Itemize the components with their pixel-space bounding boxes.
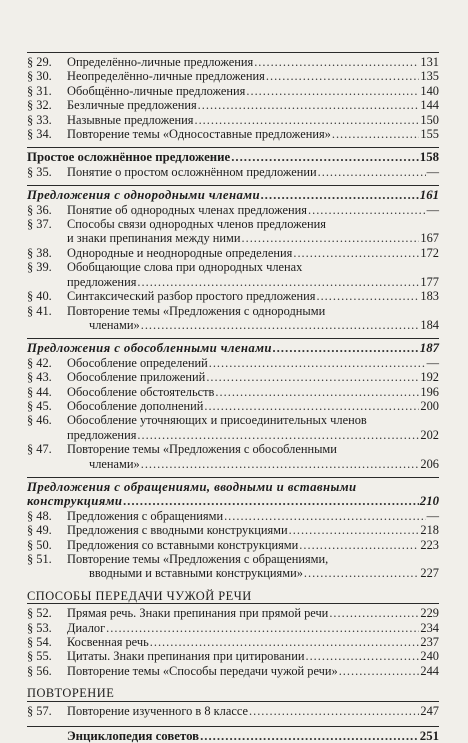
section-page: 251 xyxy=(419,729,439,743)
entry-title: Определённо-личные предложения xyxy=(67,55,254,69)
entry-title: Способы связи однородных членов предложения xyxy=(67,217,326,232)
entry-title: Повторение темы «Предложения с однородными xyxy=(67,303,326,318)
toc-entry xyxy=(27,704,439,718)
entry-page: 192 xyxy=(420,370,439,385)
entry-title: Повторение темы «Односоставные предложения» xyxy=(67,127,331,142)
entry-number: § 47. xyxy=(27,442,52,457)
entry-title: Назывные предложения xyxy=(67,112,194,127)
section-page: 210 xyxy=(419,494,439,509)
entry-title: Диалог xyxy=(67,620,106,635)
entry-title: Прямая речь. Знаки препинания при прямой речи xyxy=(67,606,329,621)
entry-page: 140 xyxy=(420,83,439,98)
entry-title: Косвенная речь xyxy=(67,635,149,650)
entry-title: Обособление дополнений xyxy=(67,398,204,413)
entry-title: Предложения с обращениями xyxy=(67,508,224,523)
entry-page: 196 xyxy=(420,384,439,399)
entry-page: — xyxy=(426,164,439,179)
part-heading: ПОВТОРЕНИЕ xyxy=(27,686,115,701)
entry-title-cont: членами» xyxy=(89,456,140,471)
divider xyxy=(27,477,439,478)
part-heading: СПОСОБЫ ПЕРЕДАЧИ ЧУЖОЙ РЕЧИ xyxy=(27,588,252,603)
toc-entry xyxy=(27,523,439,537)
toc-entry xyxy=(27,304,439,333)
entry-number: § 57. xyxy=(27,703,52,718)
entry-page: 218 xyxy=(420,523,439,538)
entry-page: 244 xyxy=(420,663,439,678)
toc-entry xyxy=(27,127,439,141)
toc-entry xyxy=(27,413,439,442)
entry-title: Предложения с вводными конструкциями xyxy=(67,523,288,538)
entry-number: § 29. xyxy=(27,55,52,69)
toc-entry xyxy=(27,649,439,663)
toc-entry xyxy=(27,356,439,370)
entry-page: 227 xyxy=(420,566,439,581)
divider xyxy=(27,338,439,339)
entry-number: § 41. xyxy=(27,303,52,318)
entry-number: § 52. xyxy=(27,606,52,621)
entry-title: Повторение изученного в 8 классе xyxy=(67,703,248,718)
entry-page: 177 xyxy=(420,274,439,289)
section-title: Простое осложнённое предложение xyxy=(27,150,231,165)
toc-entry xyxy=(27,552,439,581)
entry-page: 150 xyxy=(420,112,439,127)
divider xyxy=(27,147,439,148)
entry-page: 155 xyxy=(420,127,439,142)
toc-entry xyxy=(27,84,439,98)
toc-entry xyxy=(27,69,439,83)
entry-number: § 49. xyxy=(27,523,52,538)
entry-page: 223 xyxy=(420,537,439,552)
entry-title-cont: членами» xyxy=(89,317,140,332)
entry-number: § 42. xyxy=(27,355,52,370)
entry-page: 135 xyxy=(420,69,439,84)
entry-page: 229 xyxy=(420,606,439,621)
entry-title-cont: предложения xyxy=(67,274,137,289)
section-title: Предложения с обращениями, вводными и вставными xyxy=(27,479,357,494)
toc-entry xyxy=(27,55,439,69)
toc-entry xyxy=(27,370,439,384)
section-page: 158 xyxy=(419,150,439,165)
entry-number: § 46. xyxy=(27,413,52,428)
entry-number: § 50. xyxy=(27,537,52,552)
toc-entry xyxy=(27,289,439,303)
entry-title: Обобщающие слова при однородных членах xyxy=(67,260,303,275)
entry-page: 240 xyxy=(420,649,439,664)
toc-entry xyxy=(27,399,439,413)
entry-number: § 43. xyxy=(27,370,52,385)
entry-title: Обособление приложений xyxy=(67,370,206,385)
section-title: Энциклопедия советов xyxy=(67,729,200,743)
section-page: 187 xyxy=(419,341,439,356)
entry-title: Повторение темы «Предложения с обособленными xyxy=(67,442,337,457)
toc-entry xyxy=(27,246,439,260)
entry-title: Цитаты. Знаки препинания при цитировании xyxy=(67,649,305,664)
entry-title: Неопределённо-личные предложения xyxy=(67,69,265,84)
section-heading xyxy=(27,341,439,355)
entry-number: § 40. xyxy=(27,289,52,304)
divider xyxy=(27,603,439,604)
entry-number: § 30. xyxy=(27,69,52,84)
entry-number: § 55. xyxy=(27,649,52,664)
section-title-cont: конструкциями xyxy=(27,494,123,509)
entry-title: Повторение темы «Способы передачи чужой речи» xyxy=(67,663,338,678)
entry-number: § 37. xyxy=(27,217,52,232)
entry-title: Понятие о простом осложнённом предложении xyxy=(67,164,317,179)
toc-entry xyxy=(27,217,439,246)
toc-entry xyxy=(27,165,439,179)
entry-number: § 32. xyxy=(27,98,52,113)
entry-number: § 54. xyxy=(27,635,52,650)
toc-entry xyxy=(27,442,439,471)
entry-number: § 36. xyxy=(27,202,52,217)
divider xyxy=(27,701,439,702)
entry-page: — xyxy=(426,508,439,523)
entry-number: § 53. xyxy=(27,620,52,635)
entry-number: § 38. xyxy=(27,245,52,260)
entry-number: § 34. xyxy=(27,127,52,142)
entry-number: § 35. xyxy=(27,164,52,179)
toc-entry xyxy=(27,635,439,649)
entry-page: 183 xyxy=(420,289,439,304)
entry-number: § 56. xyxy=(27,663,52,678)
entry-number: § 51. xyxy=(27,552,52,566)
entry-title: Обобщённо-личные предложения xyxy=(67,83,246,98)
toc-entry xyxy=(27,509,439,523)
entry-title: Безличные предложения xyxy=(67,98,197,113)
entry-number: § 39. xyxy=(27,260,52,275)
toc-entry xyxy=(27,538,439,552)
entry-title: Повторение темы «Предложения с обращениями, xyxy=(67,552,329,566)
toc-entry xyxy=(27,113,439,127)
entry-page: 172 xyxy=(420,245,439,260)
section-title: Предложения с однородными членами xyxy=(27,188,260,203)
entry-title: Обособление определений xyxy=(67,355,208,370)
entry-title: Обособление обстоятельств xyxy=(67,384,215,399)
toc-entry xyxy=(27,98,439,112)
entry-title: Понятие об однородных членах предложения xyxy=(67,202,308,217)
toc-entry xyxy=(27,203,439,217)
entry-number: § 33. xyxy=(27,112,52,127)
entry-page: 131 xyxy=(420,55,439,69)
entry-number: § 31. xyxy=(27,83,52,98)
entry-page: 237 xyxy=(420,635,439,650)
entry-page: 234 xyxy=(420,620,439,635)
entry-page: 200 xyxy=(420,398,439,413)
divider xyxy=(27,185,439,186)
section-heading xyxy=(27,480,439,509)
entry-page: 184 xyxy=(420,317,439,332)
entry-title: Однородные и неоднородные определения xyxy=(67,245,293,260)
entry-title-cont: и знаки препинания между ними xyxy=(67,231,241,246)
entry-page: 202 xyxy=(420,427,439,442)
toc-entry xyxy=(27,664,439,678)
section-heading xyxy=(27,729,439,743)
entry-number: § 48. xyxy=(27,508,52,523)
toc-entry xyxy=(27,260,439,289)
entry-title-cont: вводными и вставными конструкциями» xyxy=(89,566,303,581)
toc-entry xyxy=(27,606,439,620)
divider xyxy=(27,726,439,727)
entry-page: 206 xyxy=(420,456,439,471)
entry-page: — xyxy=(426,202,439,217)
section-title: Предложения с обособленными членами xyxy=(27,341,272,356)
table-of-contents xyxy=(27,52,439,743)
toc-entry xyxy=(27,621,439,635)
entries-group-a xyxy=(27,55,439,141)
entry-page: — xyxy=(426,355,439,370)
entry-page: 144 xyxy=(420,98,439,113)
entry-title: Синтаксический разбор простого предложения xyxy=(67,289,316,304)
section-page: 161 xyxy=(419,188,439,203)
divider xyxy=(27,52,439,53)
section-heading xyxy=(27,188,439,202)
entry-number: § 45. xyxy=(27,398,52,413)
entry-title-cont: предложения xyxy=(67,427,137,442)
entry-title: Обособление уточняющих и присоединительных членов xyxy=(67,413,367,428)
toc-entry xyxy=(27,385,439,399)
entry-page: 247 xyxy=(420,703,439,718)
entry-title: Предложения со вставными конструкциями xyxy=(67,537,299,552)
entry-page: 167 xyxy=(420,231,439,246)
entry-number: § 44. xyxy=(27,384,52,399)
section-heading xyxy=(27,150,439,164)
